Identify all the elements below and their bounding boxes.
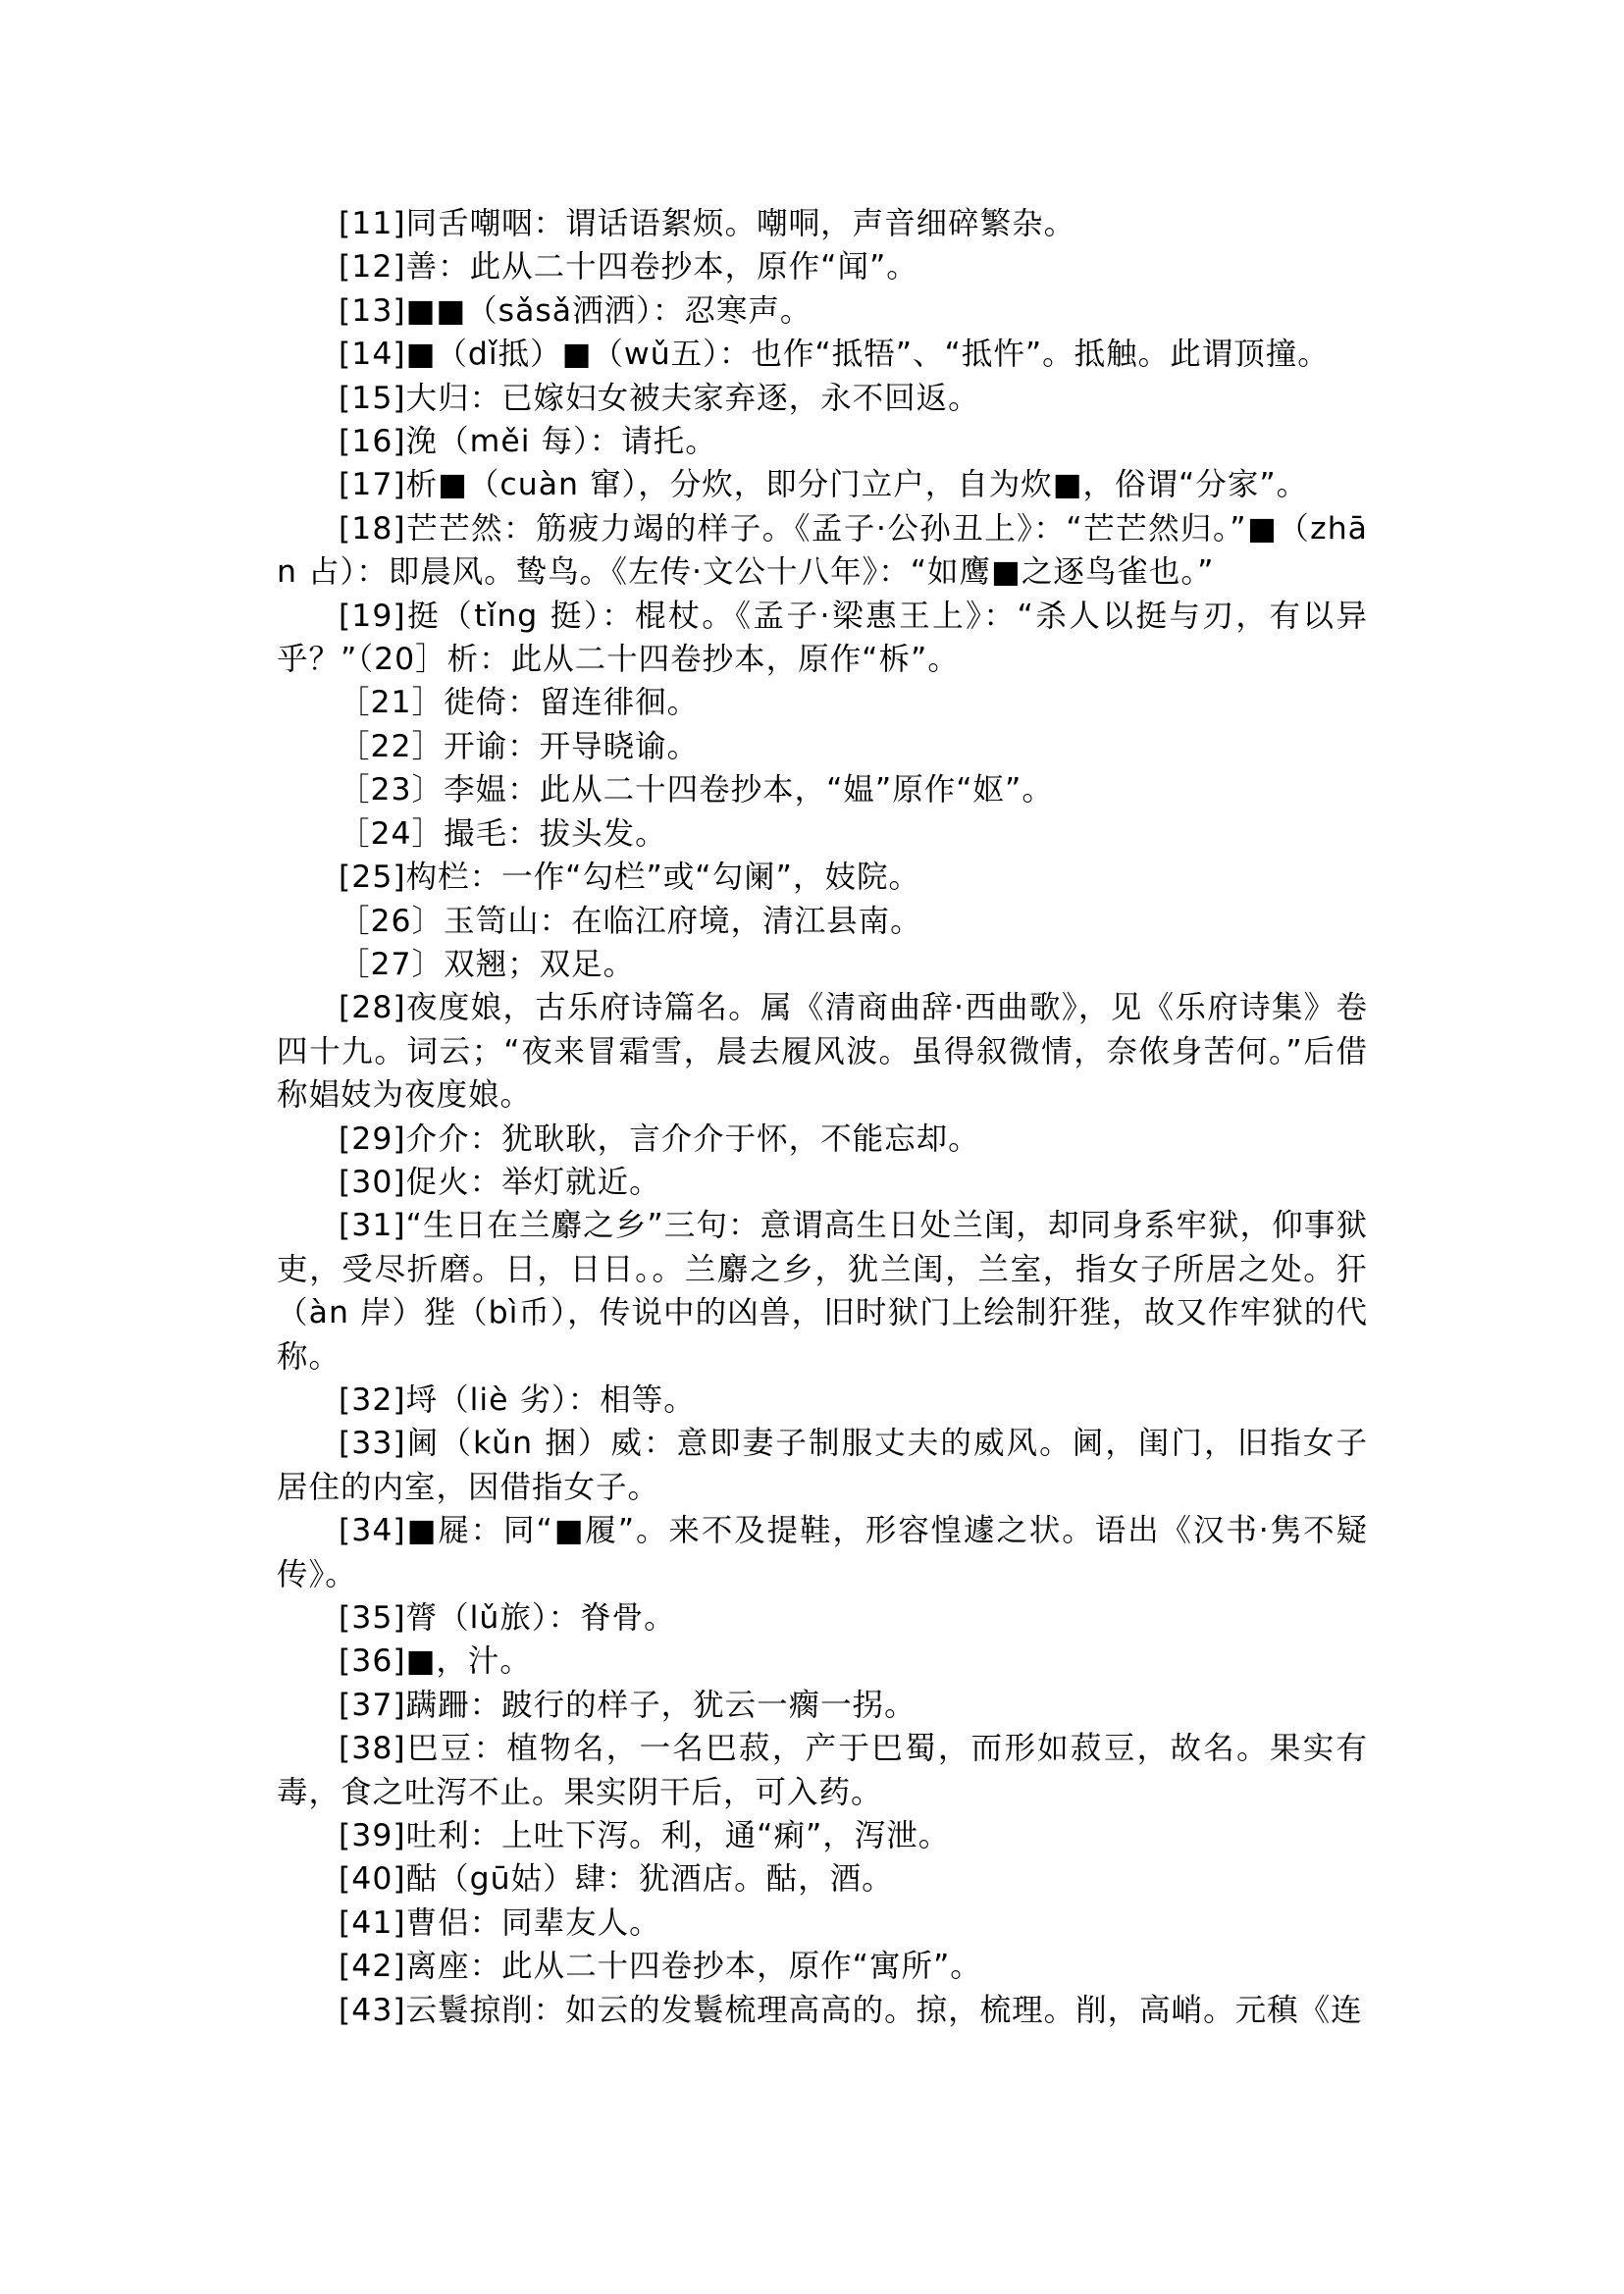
note-26: ［26〕玉笥山：在临江府境，清江县南。 bbox=[339, 903, 922, 939]
note-36: [36]■，汁。 bbox=[339, 1643, 532, 1680]
note-40: [40]酤（gū姑）肆：犹酒店。酤，酒。 bbox=[339, 1861, 894, 1898]
note-33: [33]阃（kǔn 捆）威：意即妻子制服丈夫的威风。阃，闺门，旧指女子居住的内室，因借指女子。 bbox=[277, 1426, 1368, 1505]
note-14: [14]■（dǐ抵）■（wǔ五）：也作“抵牾”、“抵忤”。抵触。此谓顶撞。 bbox=[339, 337, 1330, 373]
note-12: [12]善：此从二十四卷抄本，原作“闻”。 bbox=[339, 249, 918, 286]
note-16: [16]浼（měi 每）：请托。 bbox=[339, 424, 717, 460]
note-42: [42]离座：此从二十四卷抄本，原作“寓所”。 bbox=[339, 1949, 982, 1985]
note-18: [18]芒芒然：筋疲力竭的样子。《孟子·公孙丑上》：“芒芒然归。”■（zhān 占）：即晨风。鸷鸟。《左传·文公十八年》：“如鹰■之逐鸟雀也。” bbox=[277, 510, 1368, 591]
note-43: [43]云鬟掠削：如云的发鬟梳理高高的。掠，梳理。削，高峭。元稹《连 bbox=[339, 1992, 1363, 2028]
note-13: [13]■■（sǎsǎ洒洒）：忍寒声。 bbox=[339, 292, 812, 329]
note-37: [37]蹒跚：跛行的样子，犹云一瘸一拐。 bbox=[339, 1687, 917, 1723]
note-27: ［27〕双翘；双足。 bbox=[339, 946, 636, 982]
annotation-page bbox=[277, 202, 1368, 2032]
note-23: ［23〕李媪：此从二十四卷抄本，“媪”原作“妪”。 bbox=[339, 772, 1054, 808]
note-29: [29]介介：犹耿耿，言介介于怀，不能忘却。 bbox=[339, 1121, 980, 1157]
note-28: [28]夜度娘，古乐府诗篇名。属《清商曲辞·西曲歌》，见《乐府诗集》卷四十九。词云；“夜来冒霜雪，晨去履风波。虽得叙微情，奈侬身苦何。”后借称娼妓为夜度娘。 bbox=[277, 990, 1368, 1114]
note-35: [35]膂（lǔ旅）：脊骨。 bbox=[339, 1600, 676, 1636]
note-21: ［21］徙倚：留连徘徊。 bbox=[339, 685, 700, 721]
note-19-20: [19]挺（tǐng 挺）：棍杖。《孟子·梁惠王上》：“杀人以挺与刃，有以异乎？”（20］析：此从二十四卷抄本，原作“柝”。 bbox=[277, 598, 1368, 678]
note-11: [11]同舌嘲咽：谓话语絮烦。嘲哃，声音细碎繁杂。 bbox=[339, 206, 1076, 241]
note-39: [39]吐利：上吐下泻。利，通“痢”，泻泄。 bbox=[339, 1818, 951, 1854]
note-17: [17]析■（cuàn 窜），分炊，即分门立户，自为炊■，俗谓“分家”。 bbox=[339, 467, 1309, 503]
note-25: [25]构栏：一作“勾栏”或“勾阑”，妓院。 bbox=[339, 860, 920, 896]
note-30: [30]促火：举灯就近。 bbox=[339, 1164, 661, 1200]
note-41: [41]曹侣：同辈友人。 bbox=[339, 1904, 661, 1941]
note-34: [34]■屣：同“■履”。来不及提鞋，形容惶遽之状。语出《汉书·隽不疑传》。 bbox=[277, 1513, 1368, 1592]
note-38: [38]巴豆：植物名，一名巴菽，产于巴蜀，而形如菽豆，故名。果实有毒，食之吐泻不止。果实阴干后，可入药。 bbox=[277, 1731, 1368, 1810]
note-31: [31]“生日在兰麝之乡”三句：意谓高生日处兰闺，却同身系牢狱，仰事狱吏，受尽折磨。日，日日。。兰麝之乡，犹兰闺，兰室，指女子所居之处。犴（àn 岸）狴（bì币），传说中的凶兽，旧时狱门上绘制犴狴，故又作牢狱的代称。 bbox=[277, 1208, 1368, 1375]
note-32: [32]埒（liè 劣）：相等。 bbox=[339, 1382, 696, 1418]
note-15: [15]大归：已嫁妇女被夫家弃逐，永不回返。 bbox=[339, 380, 980, 416]
note-24: ［24］撮毛：拔头发。 bbox=[339, 815, 667, 852]
note-22: ［22］开谕：开导晓谕。 bbox=[339, 728, 700, 764]
